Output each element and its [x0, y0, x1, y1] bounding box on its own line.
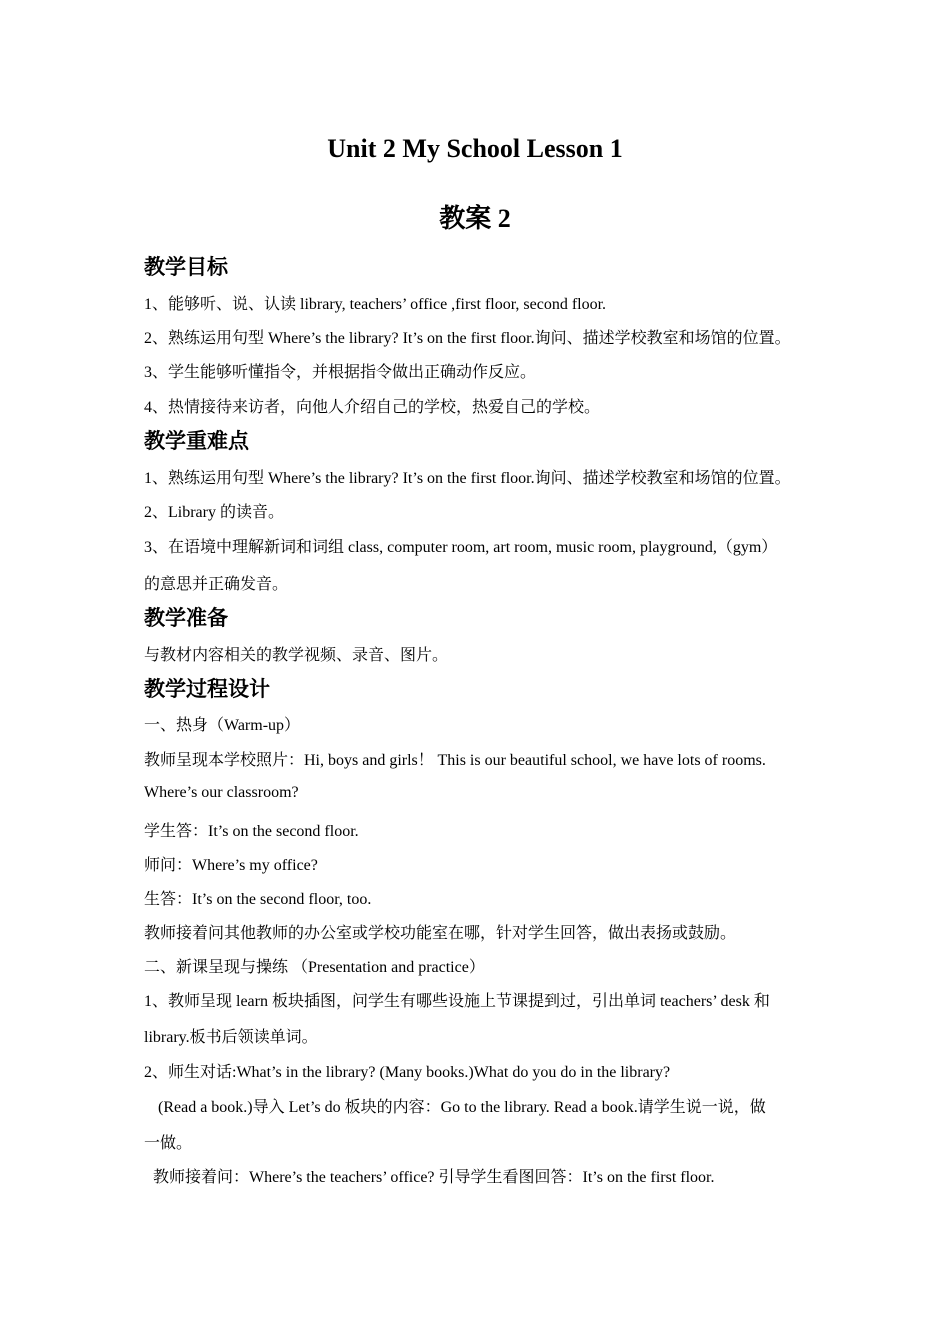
- key-point-item: 2、Library 的读音。: [144, 504, 284, 521]
- process-line: 教师接着问其他教师的办公室或学校功能室在哪，针对学生回答，做出表扬或鼓励。: [144, 925, 737, 942]
- preparation-item: 与教材内容相关的教学视频、录音、图片。: [144, 647, 449, 664]
- process-line: 教师呈现本学校照片：Hi, boys and girls！ This is our beautiful school, we have lots of rooms.: [144, 752, 766, 769]
- objective-item: 1、能够听、说、认读 library, teachers’ office ,first floor, second floor.: [144, 296, 607, 313]
- objective-item: 4、热情接待来访者，向他人介绍自己的学校，热爱自己的学校。: [144, 399, 601, 416]
- objective-item: 3、学生能够听懂指令，并根据指令做出正确动作反应。: [144, 364, 537, 381]
- section-heading-key-points: 教学重难点: [144, 429, 249, 453]
- document-title: Unit 2 My School Lesson 1: [327, 134, 623, 163]
- process-line: 二、新课呈现与操练 （Presentation and practice）: [144, 959, 485, 976]
- section-heading-objectives: 教学目标: [144, 255, 228, 279]
- section-heading-process: 教学过程设计: [144, 677, 270, 701]
- key-point-item: 3、在语境中理解新词和词组 class, computer room, art room, music room, playground,（gym）: [144, 539, 778, 556]
- section-heading-preparation: 教学准备: [144, 606, 228, 630]
- key-point-item: 1、熟练运用句型 Where’s the library? It’s on the first floor.询问、描述学校教室和场馆的位置。: [144, 470, 791, 487]
- process-line: 一做。: [144, 1135, 193, 1152]
- process-line: 学生答：It’s on the second floor.: [144, 823, 359, 840]
- process-line: 一、热身（Warm-up）: [144, 717, 301, 734]
- process-line: 教师接着问：Where’s the teachers’ office? 引导学生看图回答：It’s on the first floor.: [153, 1169, 715, 1186]
- key-point-item: 的意思并正确发音。: [144, 576, 289, 593]
- objective-item: 2、熟练运用句型 Where’s the library? It’s on the first floor.询问、描述学校教室和场馆的位置。: [144, 330, 791, 347]
- process-line: Where’s our classroom?: [144, 784, 299, 801]
- process-line: 1、教师呈现 learn 板块插图，问学生有哪些设施上节课提到过，引出单词 teachers’ desk 和: [144, 993, 770, 1010]
- process-line: library.板书后领读单词。: [144, 1029, 318, 1046]
- document-subtitle: 教案 2: [439, 204, 511, 233]
- process-line: 2、师生对话:What’s in the library? (Many books.)What do you do in the library?: [144, 1064, 671, 1081]
- process-line: 生答：It’s on the second floor, too.: [144, 891, 372, 908]
- process-line: (Read a book.)导入 Let’s do 板块的内容：Go to the library. Read a book.请学生说一说，做: [158, 1099, 766, 1116]
- process-line: 师问：Where’s my office?: [144, 857, 318, 874]
